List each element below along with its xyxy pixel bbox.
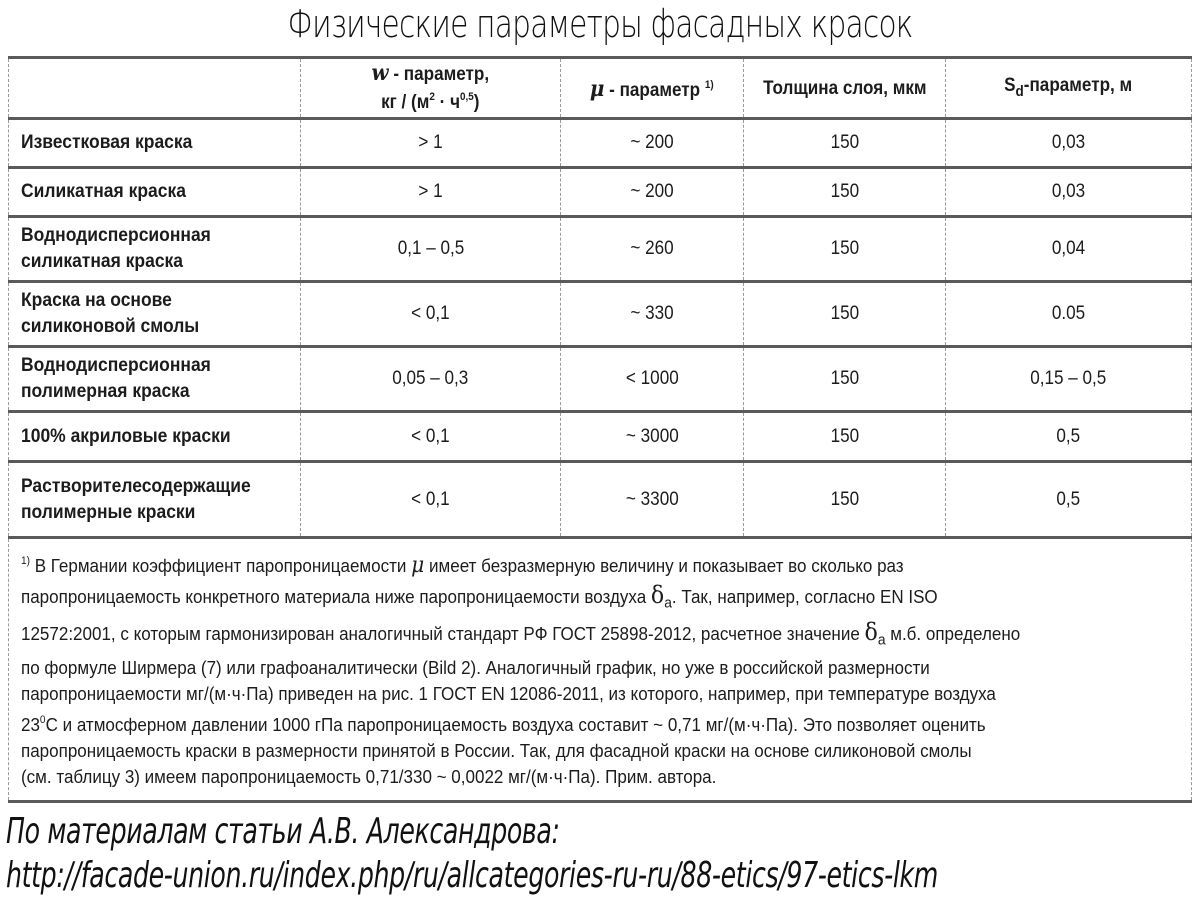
row-thickness: 150 — [744, 347, 946, 412]
row-w: < 0,1 — [301, 412, 561, 462]
credit-url: http://facade-union.ru/index.php/ru/allcategories-ru-ru/88-etics/97-etics-lkm — [6, 855, 938, 896]
delta-symbol: δ — [650, 580, 665, 609]
row-sd: 0.05 — [946, 282, 1192, 347]
row-name: Силикатная краска — [9, 168, 301, 217]
row-thickness: 150 — [744, 412, 946, 462]
row-w: < 0,1 — [301, 282, 561, 347]
mu-symbol: μ — [590, 76, 605, 102]
table-row — [9, 282, 1192, 347]
footnote-row — [9, 538, 1192, 802]
row-w: 0,1 – 0,5 — [301, 217, 561, 282]
row-w: > 1 — [301, 119, 561, 168]
row-thickness: 150 — [744, 168, 946, 217]
row-sd: 0,5 — [946, 462, 1192, 538]
row-sd: 0,03 — [946, 119, 1192, 168]
table-row — [9, 119, 1192, 168]
row-thickness: 150 — [744, 119, 946, 168]
header-thickness: Толщина слоя, мкм — [744, 58, 946, 119]
row-sd: 0,04 — [946, 217, 1192, 282]
row-mu: ~ 330 — [561, 282, 744, 347]
row-thickness: 150 — [744, 282, 946, 347]
row-mu: ~ 3300 — [561, 462, 744, 538]
row-sd: 0,15 – 0,5 — [946, 347, 1192, 412]
table-header-row — [9, 58, 1192, 119]
header-sd-parameter: $S_d$-параметр, м — [946, 58, 1192, 119]
row-name: Растворителесодержащие полимерные краски — [9, 462, 301, 538]
row-thickness: 150 — [744, 462, 946, 538]
row-mu: ~ 3000 — [561, 412, 744, 462]
paint-parameters-table — [8, 56, 1192, 803]
row-mu: ~ 200 — [561, 119, 744, 168]
w-symbol: w — [371, 60, 389, 86]
row-w: > 1 — [301, 168, 561, 217]
row-name: Воднодисперсионная силикатная краска — [9, 217, 301, 282]
footnote-ref: 1) — [705, 79, 714, 91]
row-mu: < 1000 — [561, 347, 744, 412]
table-row — [9, 217, 1192, 282]
table-row — [9, 412, 1192, 462]
header-label — [9, 58, 301, 119]
row-name: Краска на основе силиконовой смолы — [9, 282, 301, 347]
header-w-parameter: w - параметр, кг / $(м^2 \cdot ч^{0,5})$ — [301, 58, 561, 119]
row-mu: ~ 200 — [561, 168, 744, 217]
source-credit — [6, 810, 986, 898]
table-row — [9, 347, 1192, 412]
row-w: < 0,1 — [301, 462, 561, 538]
row-thickness: 150 — [744, 217, 946, 282]
mu-symbol: μ — [411, 553, 425, 578]
header-mu-parameter: μ - параметр $^{1)}$ — [561, 58, 744, 119]
row-sd: 0,03 — [946, 168, 1192, 217]
row-name: 100% акриловые краски — [9, 412, 301, 462]
table-row — [9, 462, 1192, 538]
credit-author: По материалам статьи А.В. Александрова: — [6, 811, 560, 852]
row-w: 0,05 – 0,3 — [301, 347, 561, 412]
row-name: Известковая краска — [9, 119, 301, 168]
footnote-marker: 1) — [21, 555, 30, 567]
row-sd: 0,5 — [946, 412, 1192, 462]
row-mu: ~ 260 — [561, 217, 744, 282]
delta-symbol: δ — [864, 617, 878, 646]
row-name: Воднодисперсионная полимерная краска — [9, 347, 301, 412]
page-title: Физические параметры фасадных красок — [287, 2, 913, 46]
table-row — [9, 168, 1192, 217]
footnote: $^{1)}$ В Германии коэффициент паропроницаемости μ имеет безразмерную величину и показывает во сколько раз паропроницаемость конкретного материала ниже паропроницаемости воздуха $\delta_a$. Так, например, согласно EN ISO 12572:2001, с которым гармонизирован аналогичный стандарт РФ ГОСТ 25898-2012, расчетное значение $\delta_a$ м.б. определено по формуле Ширмера (7) или графоаналитически (Bild 2). Аналогичный график, но уже в российской размерности паропроницаемости мг/(м·ч·Па) приведен на рис. 1 ГОСТ EN 12086-2011, из которого, например, при температуре воздуха $23^0С$ и атмосферном давлении 1000 гПа паропроницаемость воздуха составит ~ 0,71 мг/(м·ч·Па). Это позволяет оценить паропроницаемость краски в размерности принятой в России. Так, для фасадной краски на основе силиконовой смолы (см. таблицу 3) имеем паропроницаемость 0,71/330 ~ 0,0022 мг/(м·ч·Па). Прим. автора. — [9, 538, 1192, 802]
